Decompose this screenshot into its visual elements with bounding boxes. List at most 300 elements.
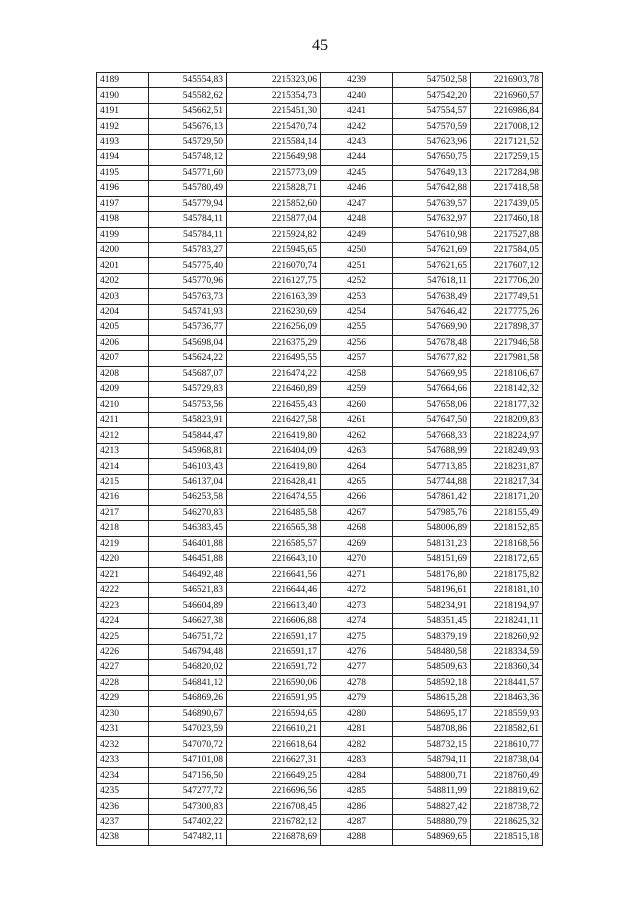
x-coordinate-cell: 547669,95 (393, 366, 471, 381)
y-coordinate-cell: 2218172,65 (471, 552, 543, 567)
y-coordinate-cell: 2217981,58 (471, 351, 543, 366)
x-coordinate-cell: 545687,07 (149, 366, 227, 381)
x-coordinate-cell: 547642,88 (393, 181, 471, 196)
y-coordinate-cell: 2216375,29 (227, 335, 321, 350)
y-coordinate-cell: 2217439,05 (471, 196, 543, 211)
y-coordinate-cell: 2218249,93 (471, 443, 543, 458)
x-coordinate-cell: 548969,65 (393, 830, 471, 845)
table-row (97, 521, 543, 536)
table-row (97, 428, 543, 443)
x-coordinate-cell: 545783,27 (149, 242, 227, 257)
table-row (97, 552, 543, 567)
y-coordinate-cell: 2216649,25 (227, 768, 321, 783)
y-coordinate-cell: 2216618,64 (227, 737, 321, 752)
point-number-cell: 4250 (321, 242, 393, 257)
table-row (97, 212, 543, 227)
point-number-cell: 4243 (321, 134, 393, 149)
point-number-cell: 4253 (321, 289, 393, 304)
point-number-cell: 4269 (321, 536, 393, 551)
y-coordinate-cell: 2217259,15 (471, 150, 543, 165)
table-row (97, 165, 543, 180)
x-coordinate-cell: 547610,98 (393, 227, 471, 242)
y-coordinate-cell: 2217284,98 (471, 165, 543, 180)
point-number-cell: 4212 (97, 428, 149, 443)
x-coordinate-cell: 547664,66 (393, 382, 471, 397)
point-number-cell: 4277 (321, 660, 393, 675)
point-number-cell: 4218 (97, 521, 149, 536)
x-coordinate-cell: 545554,83 (149, 73, 227, 88)
table-row (97, 768, 543, 783)
point-number-cell: 4242 (321, 119, 393, 134)
y-coordinate-cell: 2216256,09 (227, 320, 321, 335)
y-coordinate-cell: 2218155,49 (471, 505, 543, 520)
y-coordinate-cell: 2217749,51 (471, 289, 543, 304)
table-row (97, 258, 543, 273)
point-number-cell: 4239 (321, 73, 393, 88)
point-number-cell: 4265 (321, 474, 393, 489)
point-number-cell: 4285 (321, 783, 393, 798)
x-coordinate-cell: 547542,20 (393, 88, 471, 103)
table-row (97, 227, 543, 242)
x-coordinate-cell: 547632,97 (393, 212, 471, 227)
x-coordinate-cell: 547713,85 (393, 459, 471, 474)
point-number-cell: 4214 (97, 459, 149, 474)
point-number-cell: 4215 (97, 474, 149, 489)
point-number-cell: 4247 (321, 196, 393, 211)
point-number-cell: 4245 (321, 165, 393, 180)
point-number-cell: 4282 (321, 737, 393, 752)
y-coordinate-cell: 2218260,92 (471, 629, 543, 644)
y-coordinate-cell: 2218181,10 (471, 582, 543, 597)
point-number-cell: 4280 (321, 706, 393, 721)
x-coordinate-cell: 548827,42 (393, 799, 471, 814)
y-coordinate-cell: 2218360,34 (471, 660, 543, 675)
page-number: 45 (312, 37, 328, 54)
table-row (97, 691, 543, 706)
x-coordinate-cell: 547649,13 (393, 165, 471, 180)
point-number-cell: 4241 (321, 103, 393, 118)
x-coordinate-cell: 546820,02 (149, 660, 227, 675)
x-coordinate-cell: 547669,90 (393, 320, 471, 335)
x-coordinate-cell: 548196,61 (393, 582, 471, 597)
y-coordinate-cell: 2216565,38 (227, 521, 321, 536)
y-coordinate-cell: 2218142,32 (471, 382, 543, 397)
point-number-cell: 4209 (97, 382, 149, 397)
point-number-cell: 4264 (321, 459, 393, 474)
x-coordinate-cell: 548708,86 (393, 722, 471, 737)
table-row (97, 660, 543, 675)
point-number-cell: 4190 (97, 88, 149, 103)
x-coordinate-cell: 547482,11 (149, 830, 227, 845)
point-number-cell: 4204 (97, 304, 149, 319)
point-number-cell: 4201 (97, 258, 149, 273)
x-coordinate-cell: 545823,91 (149, 412, 227, 427)
point-number-cell: 4258 (321, 366, 393, 381)
x-coordinate-cell: 547646,42 (393, 304, 471, 319)
table-row (97, 443, 543, 458)
y-coordinate-cell: 2216070,74 (227, 258, 321, 273)
point-number-cell: 4197 (97, 196, 149, 211)
y-coordinate-cell: 2216606,88 (227, 613, 321, 628)
y-coordinate-cell: 2216419,80 (227, 459, 321, 474)
y-coordinate-cell: 2218738,04 (471, 752, 543, 767)
x-coordinate-cell: 547156,50 (149, 768, 227, 783)
y-coordinate-cell: 2216404,09 (227, 443, 321, 458)
point-number-cell: 4260 (321, 397, 393, 412)
y-coordinate-cell: 2216163,39 (227, 289, 321, 304)
point-number-cell: 4224 (97, 613, 149, 628)
y-coordinate-cell: 2217706,20 (471, 273, 543, 288)
y-coordinate-cell: 2216708,45 (227, 799, 321, 814)
y-coordinate-cell: 2216455,43 (227, 397, 321, 412)
x-coordinate-cell: 545784,11 (149, 212, 227, 227)
y-coordinate-cell: 2217584,05 (471, 242, 543, 257)
coordinates-table (96, 72, 543, 846)
point-number-cell: 4189 (97, 73, 149, 88)
y-coordinate-cell: 2215323,06 (227, 73, 321, 88)
y-coordinate-cell: 2216591,17 (227, 644, 321, 659)
y-coordinate-cell: 2215773,09 (227, 165, 321, 180)
point-number-cell: 4237 (97, 814, 149, 829)
point-number-cell: 4267 (321, 505, 393, 520)
x-coordinate-cell: 545741,93 (149, 304, 227, 319)
y-coordinate-cell: 2218194,97 (471, 598, 543, 613)
y-coordinate-cell: 2217008,12 (471, 119, 543, 134)
x-coordinate-cell: 546794,48 (149, 644, 227, 659)
point-number-cell: 4211 (97, 412, 149, 427)
y-coordinate-cell: 2217775,26 (471, 304, 543, 319)
y-coordinate-cell: 2218217,34 (471, 474, 543, 489)
point-number-cell: 4276 (321, 644, 393, 659)
point-number-cell: 4221 (97, 567, 149, 582)
table-row (97, 119, 543, 134)
point-number-cell: 4207 (97, 351, 149, 366)
point-number-cell: 4274 (321, 613, 393, 628)
point-number-cell: 4217 (97, 505, 149, 520)
point-number-cell: 4268 (321, 521, 393, 536)
x-coordinate-cell: 548732,15 (393, 737, 471, 752)
x-coordinate-cell: 545729,83 (149, 382, 227, 397)
y-coordinate-cell: 2216585,57 (227, 536, 321, 551)
x-coordinate-cell: 545729,50 (149, 134, 227, 149)
point-number-cell: 4231 (97, 722, 149, 737)
y-coordinate-cell: 2216627,31 (227, 752, 321, 767)
x-coordinate-cell: 548480,58 (393, 644, 471, 659)
y-coordinate-cell: 2218168,56 (471, 536, 543, 551)
point-number-cell: 4206 (97, 335, 149, 350)
table-row (97, 134, 543, 149)
x-coordinate-cell: 546451,88 (149, 552, 227, 567)
point-number-cell: 4262 (321, 428, 393, 443)
y-coordinate-cell: 2218559,93 (471, 706, 543, 721)
y-coordinate-cell: 2215649,98 (227, 150, 321, 165)
x-coordinate-cell: 547277,72 (149, 783, 227, 798)
x-coordinate-cell: 545771,60 (149, 165, 227, 180)
y-coordinate-cell: 2218106,67 (471, 366, 543, 381)
table-row (97, 598, 543, 613)
point-number-cell: 4230 (97, 706, 149, 721)
x-coordinate-cell: 547688,99 (393, 443, 471, 458)
point-number-cell: 4199 (97, 227, 149, 242)
x-coordinate-cell: 546751,72 (149, 629, 227, 644)
y-coordinate-cell: 2218760,49 (471, 768, 543, 783)
point-number-cell: 4283 (321, 752, 393, 767)
point-number-cell: 4227 (97, 660, 149, 675)
table-row (97, 490, 543, 505)
table-row (97, 397, 543, 412)
x-coordinate-cell: 548379,19 (393, 629, 471, 644)
table-row (97, 196, 543, 211)
x-coordinate-cell: 545662,51 (149, 103, 227, 118)
x-coordinate-cell: 546841,12 (149, 675, 227, 690)
x-coordinate-cell: 547101,08 (149, 752, 227, 767)
point-number-cell: 4234 (97, 768, 149, 783)
x-coordinate-cell: 547623,96 (393, 134, 471, 149)
point-number-cell: 4288 (321, 830, 393, 845)
x-coordinate-cell: 547638,49 (393, 289, 471, 304)
point-number-cell: 4191 (97, 103, 149, 118)
x-coordinate-cell: 547985,76 (393, 505, 471, 520)
x-coordinate-cell: 547621,69 (393, 242, 471, 257)
table-row (97, 73, 543, 88)
y-coordinate-cell: 2215852,60 (227, 196, 321, 211)
point-number-cell: 4273 (321, 598, 393, 613)
point-number-cell: 4281 (321, 722, 393, 737)
y-coordinate-cell: 2216485,58 (227, 505, 321, 520)
table-row (97, 644, 543, 659)
point-number-cell: 4205 (97, 320, 149, 335)
table-row (97, 150, 543, 165)
table-row (97, 366, 543, 381)
y-coordinate-cell: 2216782,12 (227, 814, 321, 829)
x-coordinate-cell: 548615,28 (393, 691, 471, 706)
point-number-cell: 4246 (321, 181, 393, 196)
x-coordinate-cell: 545844,47 (149, 428, 227, 443)
table-row (97, 505, 543, 520)
y-coordinate-cell: 2215451,30 (227, 103, 321, 118)
y-coordinate-cell: 2218738,72 (471, 799, 543, 814)
point-number-cell: 4287 (321, 814, 393, 829)
y-coordinate-cell: 2218625,32 (471, 814, 543, 829)
x-coordinate-cell: 545698,04 (149, 335, 227, 350)
point-number-cell: 4219 (97, 536, 149, 551)
x-coordinate-cell: 547647,50 (393, 412, 471, 427)
y-coordinate-cell: 2217607,12 (471, 258, 543, 273)
y-coordinate-cell: 2216610,21 (227, 722, 321, 737)
y-coordinate-cell: 2216696,56 (227, 783, 321, 798)
x-coordinate-cell: 547402,22 (149, 814, 227, 829)
point-number-cell: 4208 (97, 366, 149, 381)
table-row (97, 412, 543, 427)
y-coordinate-cell: 2216428,41 (227, 474, 321, 489)
y-coordinate-cell: 2215354,73 (227, 88, 321, 103)
point-number-cell: 4256 (321, 335, 393, 350)
point-number-cell: 4244 (321, 150, 393, 165)
table-row (97, 613, 543, 628)
x-coordinate-cell: 547502,58 (393, 73, 471, 88)
table-row (97, 799, 543, 814)
x-coordinate-cell: 548151,69 (393, 552, 471, 567)
point-number-cell: 4286 (321, 799, 393, 814)
point-number-cell: 4255 (321, 320, 393, 335)
y-coordinate-cell: 2216474,22 (227, 366, 321, 381)
x-coordinate-cell: 547554,57 (393, 103, 471, 118)
point-number-cell: 4251 (321, 258, 393, 273)
point-number-cell: 4270 (321, 552, 393, 567)
point-number-cell: 4261 (321, 412, 393, 427)
table-row (97, 582, 543, 597)
y-coordinate-cell: 2218171,20 (471, 490, 543, 505)
x-coordinate-cell: 545780,49 (149, 181, 227, 196)
x-coordinate-cell: 548006,89 (393, 521, 471, 536)
x-coordinate-cell: 547618,11 (393, 273, 471, 288)
y-coordinate-cell: 2216230,69 (227, 304, 321, 319)
point-number-cell: 4202 (97, 273, 149, 288)
point-number-cell: 4228 (97, 675, 149, 690)
x-coordinate-cell: 548592,18 (393, 675, 471, 690)
x-coordinate-cell: 548176,80 (393, 567, 471, 582)
y-coordinate-cell: 2217527,88 (471, 227, 543, 242)
y-coordinate-cell: 2216594,65 (227, 706, 321, 721)
x-coordinate-cell: 547023,59 (149, 722, 227, 737)
x-coordinate-cell: 547570,59 (393, 119, 471, 134)
x-coordinate-cell: 548509,63 (393, 660, 471, 675)
y-coordinate-cell: 2218224,97 (471, 428, 543, 443)
y-coordinate-cell: 2215924,82 (227, 227, 321, 242)
x-coordinate-cell: 546492,48 (149, 567, 227, 582)
y-coordinate-cell: 2215828,71 (227, 181, 321, 196)
y-coordinate-cell: 2218819,62 (471, 783, 543, 798)
x-coordinate-cell: 547639,57 (393, 196, 471, 211)
y-coordinate-cell: 2218152,85 (471, 521, 543, 536)
point-number-cell: 4259 (321, 382, 393, 397)
table-row (97, 752, 543, 767)
point-number-cell: 4226 (97, 644, 149, 659)
point-number-cell: 4240 (321, 88, 393, 103)
y-coordinate-cell: 2216474,55 (227, 490, 321, 505)
x-coordinate-cell: 546137,04 (149, 474, 227, 489)
table-row (97, 181, 543, 196)
point-number-cell: 4220 (97, 552, 149, 567)
point-number-cell: 4232 (97, 737, 149, 752)
x-coordinate-cell: 548234,91 (393, 598, 471, 613)
x-coordinate-cell: 548131,23 (393, 536, 471, 551)
point-number-cell: 4223 (97, 598, 149, 613)
table-row (97, 242, 543, 257)
x-coordinate-cell: 545582,62 (149, 88, 227, 103)
y-coordinate-cell: 2218241,11 (471, 613, 543, 628)
y-coordinate-cell: 2217460,18 (471, 212, 543, 227)
x-coordinate-cell: 548880,79 (393, 814, 471, 829)
y-coordinate-cell: 2216903,78 (471, 73, 543, 88)
point-number-cell: 4271 (321, 567, 393, 582)
point-number-cell: 4233 (97, 752, 149, 767)
table-row (97, 351, 543, 366)
x-coordinate-cell: 546521,83 (149, 582, 227, 597)
table-row (97, 335, 543, 350)
x-coordinate-cell: 547650,75 (393, 150, 471, 165)
x-coordinate-cell: 547621,65 (393, 258, 471, 273)
y-coordinate-cell: 2218334,59 (471, 644, 543, 659)
y-coordinate-cell: 2216644,46 (227, 582, 321, 597)
x-coordinate-cell: 546627,38 (149, 613, 227, 628)
x-coordinate-cell: 548351,45 (393, 613, 471, 628)
x-coordinate-cell: 547861,42 (393, 490, 471, 505)
table-row (97, 103, 543, 118)
x-coordinate-cell: 548800,71 (393, 768, 471, 783)
point-number-cell: 4279 (321, 691, 393, 706)
point-number-cell: 4284 (321, 768, 393, 783)
y-coordinate-cell: 2216127,75 (227, 273, 321, 288)
y-coordinate-cell: 2218209,83 (471, 412, 543, 427)
point-number-cell: 4194 (97, 150, 149, 165)
table-row (97, 459, 543, 474)
y-coordinate-cell: 2216986,84 (471, 103, 543, 118)
x-coordinate-cell: 547677,82 (393, 351, 471, 366)
x-coordinate-cell: 548695,17 (393, 706, 471, 721)
table-row (97, 675, 543, 690)
table-row (97, 289, 543, 304)
point-number-cell: 4249 (321, 227, 393, 242)
y-coordinate-cell: 2215877,04 (227, 212, 321, 227)
point-number-cell: 4203 (97, 289, 149, 304)
x-coordinate-cell: 547744,88 (393, 474, 471, 489)
table-row (97, 536, 543, 551)
y-coordinate-cell: 2216613,40 (227, 598, 321, 613)
y-coordinate-cell: 2217121,52 (471, 134, 543, 149)
point-number-cell: 4263 (321, 443, 393, 458)
y-coordinate-cell: 2216960,57 (471, 88, 543, 103)
table-row (97, 320, 543, 335)
x-coordinate-cell: 545624,22 (149, 351, 227, 366)
table-row (97, 567, 543, 582)
y-coordinate-cell: 2216590,06 (227, 675, 321, 690)
point-number-cell: 4229 (97, 691, 149, 706)
x-coordinate-cell: 546869,26 (149, 691, 227, 706)
table-row (97, 783, 543, 798)
point-number-cell: 4225 (97, 629, 149, 644)
table-row (97, 706, 543, 721)
table-row (97, 304, 543, 319)
x-coordinate-cell: 545736,77 (149, 320, 227, 335)
point-number-cell: 4254 (321, 304, 393, 319)
x-coordinate-cell: 547070,72 (149, 737, 227, 752)
y-coordinate-cell: 2217418,58 (471, 181, 543, 196)
x-coordinate-cell: 545968,81 (149, 443, 227, 458)
y-coordinate-cell: 2215584,14 (227, 134, 321, 149)
point-number-cell: 4238 (97, 830, 149, 845)
x-coordinate-cell: 546253,58 (149, 490, 227, 505)
y-coordinate-cell: 2216427,58 (227, 412, 321, 427)
x-coordinate-cell: 545775,40 (149, 258, 227, 273)
y-coordinate-cell: 2216591,17 (227, 629, 321, 644)
x-coordinate-cell: 545770,96 (149, 273, 227, 288)
y-coordinate-cell: 2216591,72 (227, 660, 321, 675)
table-row (97, 273, 543, 288)
table-row (97, 830, 543, 845)
point-number-cell: 4213 (97, 443, 149, 458)
table-row (97, 737, 543, 752)
point-number-cell: 4192 (97, 119, 149, 134)
x-coordinate-cell: 547300,83 (149, 799, 227, 814)
y-coordinate-cell: 2217946,58 (471, 335, 543, 350)
y-coordinate-cell: 2218441,57 (471, 675, 543, 690)
point-number-cell: 4252 (321, 273, 393, 288)
y-coordinate-cell: 2218177,32 (471, 397, 543, 412)
point-number-cell: 4200 (97, 242, 149, 257)
table-row (97, 382, 543, 397)
point-number-cell: 4195 (97, 165, 149, 180)
